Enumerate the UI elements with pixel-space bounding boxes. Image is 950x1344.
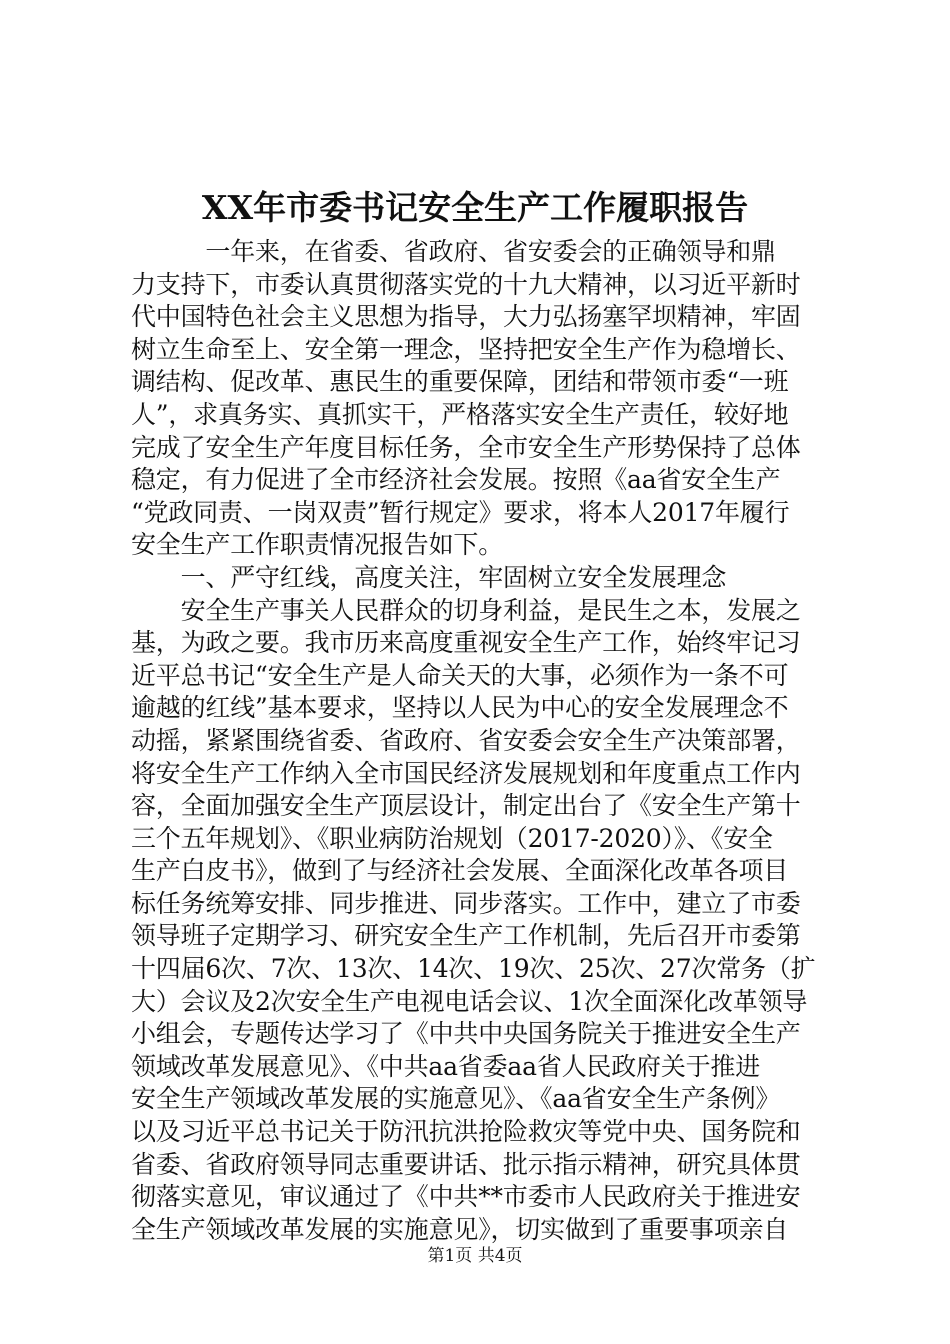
body-line: 稳定，有力促进了全市经济社会发展。按照《aa省安全生产 bbox=[131, 465, 781, 495]
body-line: 安全生产领域改革发展的实施意见》、《aa省安全生产条例》 bbox=[131, 1084, 781, 1114]
body-line: 逾越的红线”基本要求，坚持以人民为中心的安全发展理念不 bbox=[131, 693, 789, 723]
body-line: 三个五年规划》、《职业病防治规划（2017-2020）》、《安全 bbox=[131, 823, 773, 853]
document-body bbox=[131, 236, 831, 1246]
body-line: 将安全生产工作纳入全市国民经济发展规划和年度重点工作内 bbox=[131, 758, 801, 788]
body-line: 十四届6次、7次、13次、14次、19次、25次、27次常务（扩 bbox=[131, 954, 816, 984]
body-line: 动摇，紧紧围绕省委、省政府、省安委会安全生产决策部署， bbox=[131, 725, 801, 755]
body-line: 容，全面加强安全生产顶层设计，制定出台了《安全生产第十 bbox=[131, 791, 801, 821]
body-line: 一年来，在省委、省政府、省安委会的正确领导和鼎 bbox=[131, 237, 776, 266]
body-line: 小组会，专题传达学习了《中共中央国务院关于推进安全生产 bbox=[131, 1019, 801, 1049]
body-line: 人”，求真务实、真抓实干，严格落实安全生产责任，较好地 bbox=[131, 399, 789, 429]
body-line: 代中国特色社会主义思想为指导，大力弘扬塞罕坝精神，牢固 bbox=[131, 302, 801, 332]
page-number-footer: 第1页 共4页 bbox=[427, 1246, 523, 1266]
document-title: XX年市委书记安全生产工作履职报告 bbox=[201, 188, 749, 227]
body-line: 安全生产事关人民群众的切身利益，是民生之本，发展之 bbox=[131, 595, 801, 625]
body-line: 生产白皮书》，做到了与经济社会发展、全面深化改革各项目 bbox=[131, 856, 789, 886]
body-line: 调结构、促改革、惠民生的重要保障，团结和带领市委“一班 bbox=[131, 367, 789, 397]
body-line: “党政同责、一岗双责”暂行规定》要求，将本人2017年履行 bbox=[131, 497, 790, 527]
body-line: 标任务统筹安排、同步推进、同步落实。工作中，建立了市委 bbox=[131, 888, 801, 918]
body-line: 力支持下，市委认真贯彻落实党的十九大精神，以习近平新时 bbox=[131, 269, 801, 299]
body-line: 基，为政之要。我市历来高度重视安全生产工作，始终牢记习 bbox=[131, 628, 801, 658]
body-line: 安全生产工作职责情况报告如下。 bbox=[131, 530, 504, 560]
body-line: 领域改革发展意见》、《中共aa省委aa省人民政府关于推进 bbox=[131, 1051, 761, 1081]
body-line: 领导班子定期学习、研究安全生产工作机制，先后召开市委第 bbox=[131, 921, 801, 951]
body-line: 树立生命至上、安全第一理念，坚持把安全生产作为稳增长、 bbox=[131, 334, 801, 364]
body-line: 完成了安全生产年度目标任务，全市安全生产形势保持了总体 bbox=[131, 432, 801, 462]
section-heading: 一、严守红线，高度关注，牢固树立安全发展理念 bbox=[131, 562, 727, 592]
body-line: 全生产领域改革发展的实施意见》，切实做到了重要事项亲自 bbox=[131, 1214, 789, 1244]
body-line: 以及习近平总书记关于防汛抗洪抢险救灾等党中央、国务院和 bbox=[131, 1117, 801, 1147]
body-line: 近平总书记“安全生产是人命关天的大事，必须作为一条不可 bbox=[131, 660, 789, 690]
body-line: 省委、省政府领导同志重要讲话、批示指示精神，研究具体贯 bbox=[131, 1149, 801, 1179]
body-line: 大）会议及2次安全生产电视电话会议、1次全面深化改革领导 bbox=[131, 986, 808, 1016]
body-line: 彻落实意见，审议通过了《中共**市委市人民政府关于推进安 bbox=[131, 1182, 801, 1212]
